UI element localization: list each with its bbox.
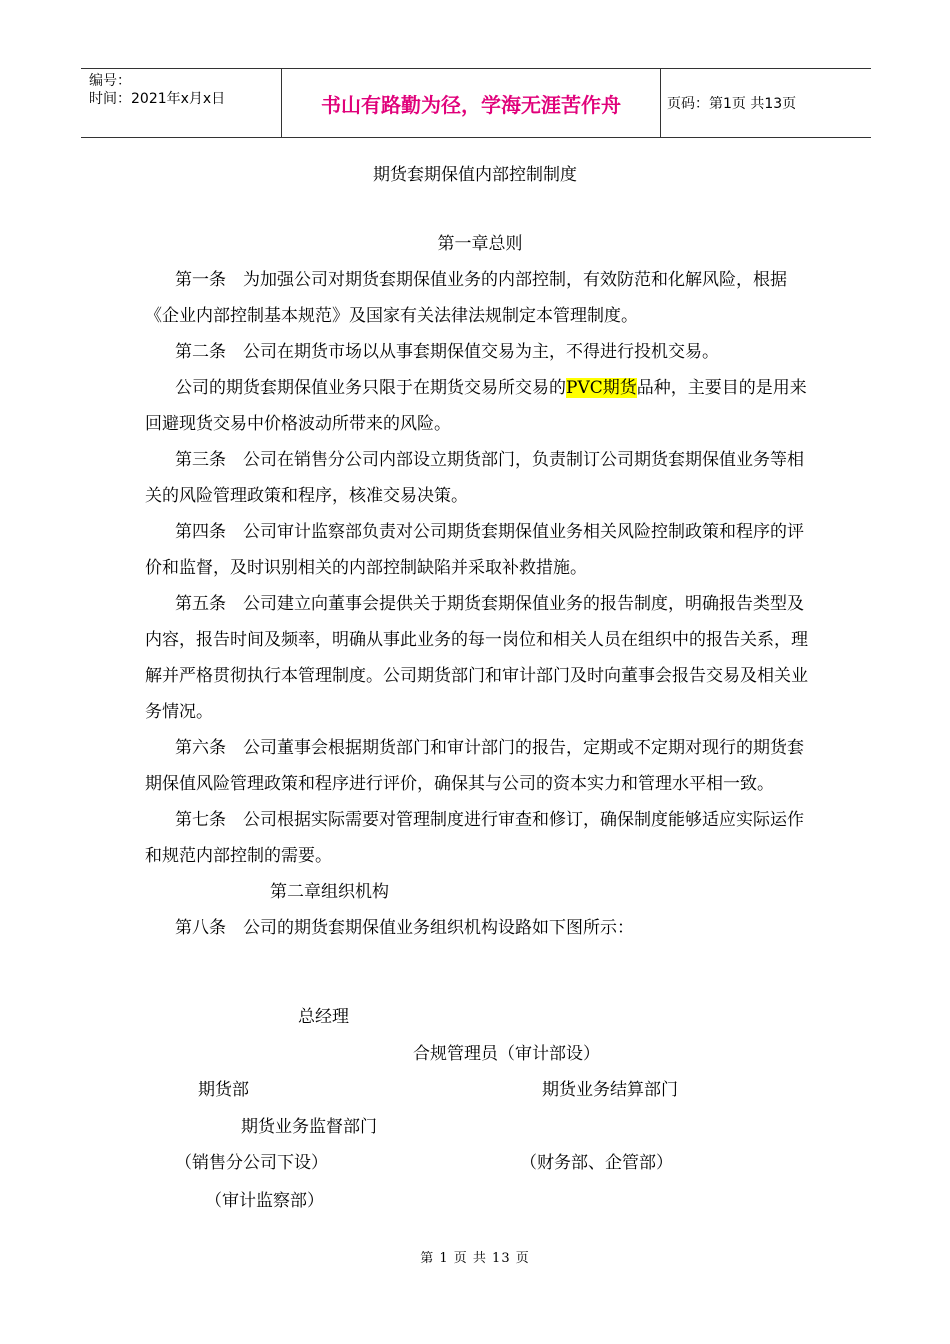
- article-2b-text-end: 品种，主要目的是用来回避现货交易中价格波动所带来的风险。: [145, 378, 807, 434]
- org-sales-branch-note: （销售分公司下设）: [175, 1153, 328, 1173]
- org-audit-note: （审计监察部）: [205, 1191, 324, 1211]
- article-4: 第四条 公司审计监察部负责对公司期货套期保值业务相关风险控制政策和程序的评价和监督，及时识别相关的内部控制缺陷并采取补救措施。: [145, 522, 804, 578]
- document-title: 期货套期保值内部控制制度: [373, 165, 577, 185]
- header-page-label: 页码：第1页 共13页: [667, 96, 797, 112]
- header-table: [81, 68, 871, 138]
- chapter-1-heading: 第一章总则: [437, 234, 523, 254]
- org-supervision-dept: 期货业务监督部门: [241, 1117, 377, 1137]
- document-body: [145, 226, 815, 946]
- article-1: 第一条 为加强公司对期货套期保值业务的内部控制，有效防范和化解风险，根据《企业内部控制基本规范》及国家有关法律法规制定本管理制度。: [145, 270, 787, 326]
- article-5: 第五条 公司建立向董事会提供关于期货套期保值业务的报告制度，明确报告类型及内容，报告时间及频率，明确从事此业务的每一岗位和相关人员在组织中的报告关系，理解并严格贯彻执行本管理制度。公司期货部门和审计部门及时向董事会报告交易及相关业务情况。: [145, 594, 808, 722]
- org-finance-note: （财务部、企管部）: [520, 1153, 673, 1173]
- header-meta: [81, 69, 282, 137]
- header-motto: 书山有路勤为径，学海无涯苦作舟: [282, 69, 661, 137]
- article-6: 第六条 公司董事会根据期货部门和审计部门的报告，定期或不定期对现行的期货套期保值风险管理政策和程序进行评价，确保其与公司的资本实力和管理水平相一致。: [145, 738, 804, 794]
- highlighted-term: PVC期货: [566, 378, 637, 398]
- article-8: 第八条 公司的期货套期保值业务组织机构设路如下图所示：: [175, 918, 634, 938]
- article-2b-text: 公司的期货套期保值业务只限于在期货交易所交易的: [175, 378, 566, 398]
- article-2-continued: [145, 370, 815, 442]
- org-general-manager: 总经理: [298, 1007, 349, 1027]
- page-footer: 第 1 页 共 13 页: [420, 1251, 530, 1266]
- org-settlement-dept: 期货业务结算部门: [542, 1080, 678, 1100]
- article-3: 第三条 公司在销售分公司内部设立期货部门，负责制订公司期货套期保值业务等相关的风险管理政策和程序，核准交易决策。: [145, 450, 804, 506]
- org-compliance-officer: 合规管理员（审计部设）: [413, 1044, 600, 1064]
- number-label: 编号：: [89, 73, 131, 89]
- article-7: 第七条 公司根据实际需要对管理制度进行审查和修订，确保制度能够适应实际运作和规范内部控制的需要。: [145, 810, 804, 866]
- chapter-2-heading: 第二章组织机构: [270, 882, 389, 902]
- org-futures-dept: 期货部: [198, 1080, 249, 1100]
- time-label: 时间：2021年x月x日: [89, 91, 226, 107]
- article-2: 第二条 公司在期货市场以从事套期保值交易为主，不得进行投机交易。: [175, 342, 719, 362]
